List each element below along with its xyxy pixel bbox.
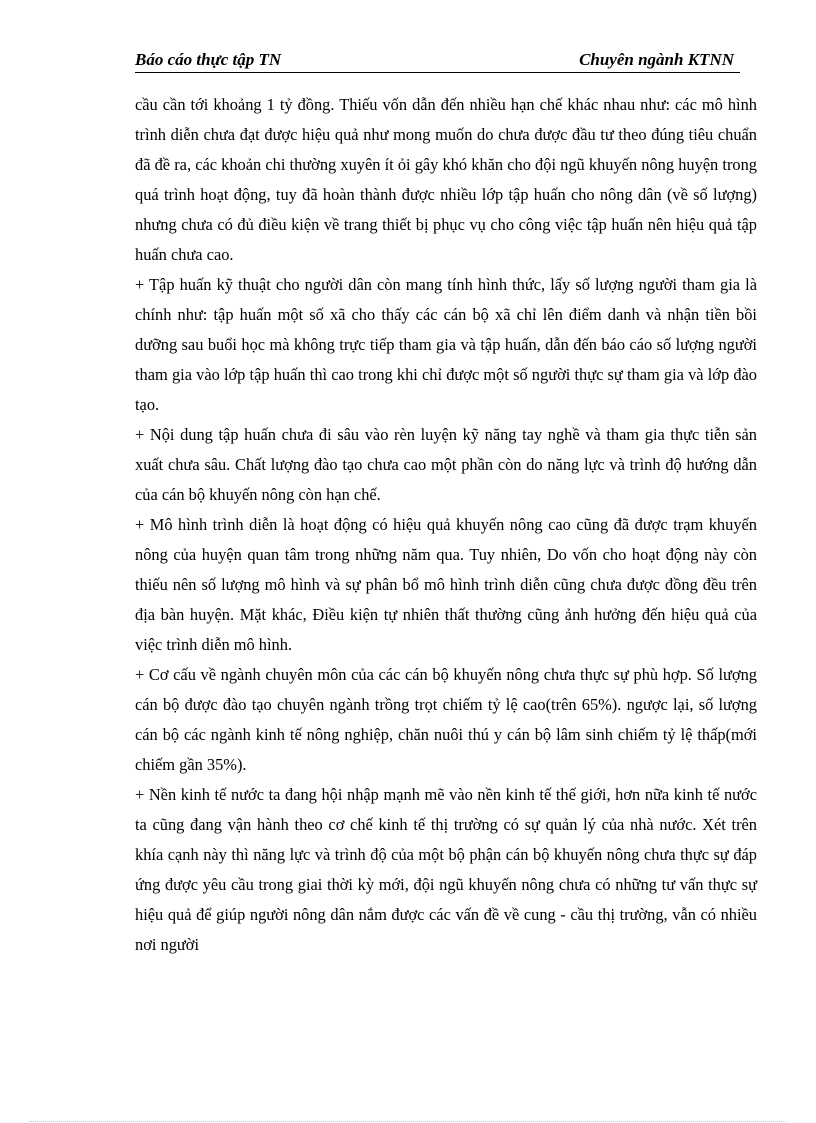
paragraph-staff-structure: + Cơ cấu về ngành chuyên môn của các cán bộ khuyến nông chưa thực sự phù hợp. Số lượng cán bộ được đào tạo chuyên ngành trồng trọt chiếm tỷ lệ cao(trên 65%). ngược lại, số lượng cán bộ các ngành kinh tế nông nghiệp, chăn nuôi thú y cán bộ lâm sinh chiếm tỷ lệ thấp(mới chiếm gần 35%). (135, 665, 757, 774)
header-major: Chuyên ngành KTNN (579, 50, 734, 69)
document-body (135, 90, 757, 960)
header-report-title: Báo cáo thực tập TN (135, 50, 282, 69)
paragraph-training-content: + Nội dung tập huấn chưa đi sâu vào rèn luyện kỹ năng tay nghề và tham gia thực tiễn sản xuất chưa sâu. Chất lượng đào tạo chưa cao một phần còn do năng lực và trình độ hướng dẫn của cán bộ khuyến nông còn hạn chế. (135, 425, 757, 504)
paragraph-funding: cầu cần tới khoảng 1 tỷ đồng. Thiếu vốn dẫn đến nhiều hạn chế khác nhau như: các mô hình trình diễn chưa đạt được hiệu quả như mong muốn do chưa được đầu tư theo đúng tiêu chuẩn đã đề ra, các khoản chi thường xuyên ít ỏi gây khó khăn cho đội ngũ khuyến nông huyện trong quá trình hoạt động, tuy đã hoàn thành được nhiều lớp tập huấn cho nông dân (về số lượng) nhưng chưa có đủ điều kiện về trang thiết bị phục vụ cho công việc tập huấn nên hiệu quả tập huấn chưa cao. (135, 95, 757, 264)
paragraph-training-formality: + Tập huấn kỹ thuật cho người dân còn mang tính hình thức, lấy số lượng người tham gia là chính như: tập huấn một số xã cho thấy các cán bộ xã chỉ lên điểm danh và nhận tiền bồi dưỡng sau buổi học mà không trực tiếp tham gia và tập huấn, dẫn đến báo cáo số lượng người tham gia vào lớp tập huấn thì cao trong khi chỉ được một số người thực sự tham gia và lớp đào tạo. (135, 275, 757, 414)
page-bottom-border (30, 1121, 786, 1122)
paragraph-economic-integration: + Nền kinh tế nước ta đang hội nhập mạnh mẽ vào nền kinh tế thế giới, hơn nữa kinh tế nước ta cũng đang vận hành theo cơ chế kinh tế thị trường có sự quản lý của nhà nước. Xét trên khía cạnh này thì năng lực và trình độ của một bộ phận cán bộ khuyến nông chưa thực sự đáp ứng được yêu cầu trong giai thời kỳ mới, đội ngũ khuyến nông chưa có những tư vấn thực sự hiệu quả để giúp người nông dân nắm được các vấn đề về cung - cầu thị trường, vẫn có nhiều nơi người (135, 785, 757, 954)
page-header (135, 50, 740, 73)
paragraph-demonstration-models: + Mô hình trình diễn là hoạt động có hiệu quả khuyến nông cao cũng đã được trạm khuyến nông của huyện quan tâm trong những năm qua. Tuy nhiên, Do vốn cho hoạt động này còn thiếu nên số lượng mô hình và sự phân bổ mô hình trình diễn cũng chưa được đồng đều trên địa bàn huyện. Mặt khác, Điều kiện tự nhiên thất thường cũng ảnh hưởng đến hiệu quả của việc trình diễn mô hình. (135, 515, 757, 654)
